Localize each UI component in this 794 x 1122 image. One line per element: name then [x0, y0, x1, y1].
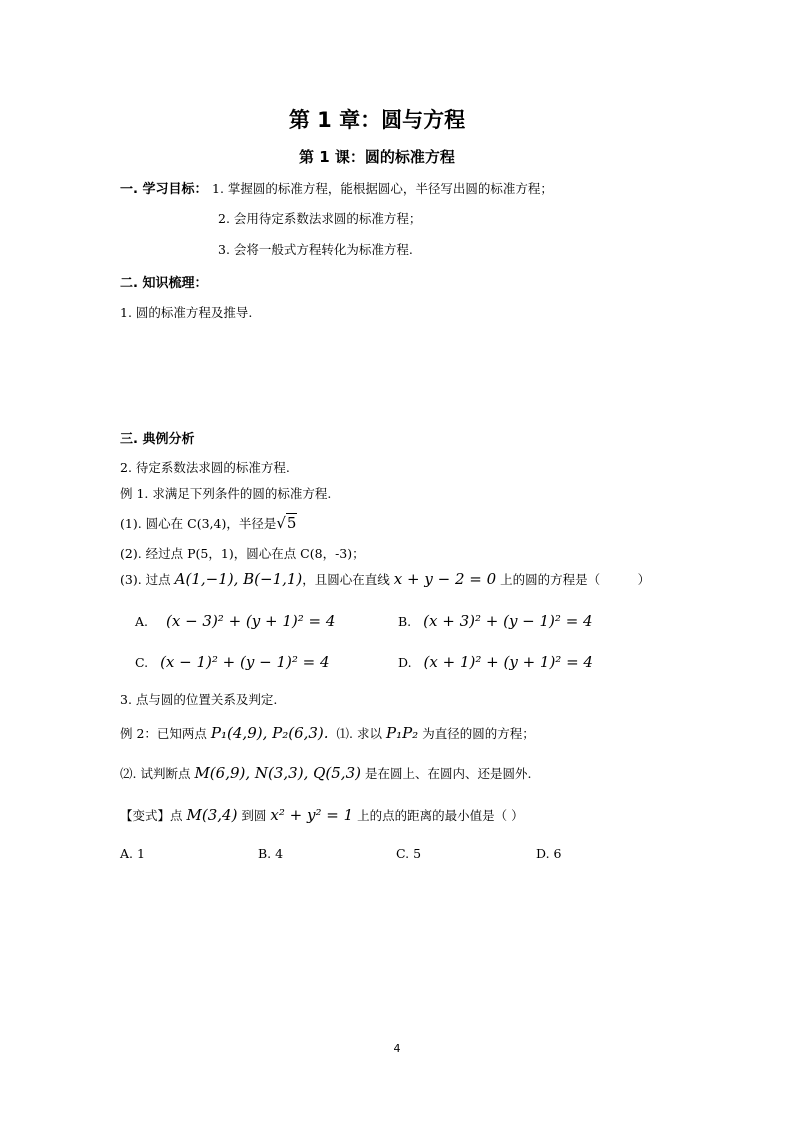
example-2-q1-suffix: 为直径的圆的方程； — [422, 726, 535, 741]
option-a — [135, 612, 335, 630]
sqrt-expression: √5 — [276, 514, 297, 532]
section-heading-goals: 一. 学习目标： — [120, 182, 208, 197]
option-c-equation: (x − 1)² + (y − 1)² = 4 — [160, 653, 330, 671]
example-2-line-2 — [120, 764, 531, 782]
part-3-points: A(1,−1), B(−1,1) — [174, 570, 303, 588]
example-1-part-2: (2). 经过点 P(5，1)，圆心在点 C(8，-3)； — [120, 546, 365, 561]
variant-mid: 到圆 — [241, 808, 267, 823]
example-2-segment: P₁P₂ — [385, 724, 419, 742]
option-d — [398, 653, 593, 671]
option-a-label: A. — [135, 614, 149, 629]
option-b — [398, 612, 593, 630]
variant-circle: x² + y² = 1 — [270, 806, 354, 824]
sqrt-radicand: 5 — [286, 514, 297, 532]
goal-item-3: 3. 会将一般式方程转化为标准方程. — [218, 242, 413, 257]
method-item-3: 3. 点与圆的位置关系及判定. — [120, 692, 278, 707]
example-1-prompt: 例 1. 求满足下列条件的圆的标准方程. — [120, 486, 332, 501]
example-2-q2-suffix: 是在圆上、在圆内、还是圆外. — [364, 766, 532, 781]
example-2-points: P₁(4,9), P₂(6,3). — [210, 724, 329, 742]
variant-option-b: B. 4 — [258, 846, 284, 861]
example-1-part-3 — [120, 570, 650, 588]
example-2-q1-prefix: ⑴. 求以 — [336, 726, 382, 741]
part-3-mid: ，且圆心在直线 — [302, 572, 390, 587]
option-d-equation: (x + 1)² + (y + 1)² = 4 — [423, 653, 593, 671]
option-b-equation: (x + 3)² + (y − 1)² = 4 — [423, 612, 593, 630]
option-b-label: B. — [398, 614, 412, 629]
part-1-text: (1). 圆心在 C(3,4)，半径是 — [120, 516, 277, 531]
variant-option-a: A. 1 — [120, 846, 145, 861]
example-2-q2-points: M(6,9), N(3,3), Q(5,3) — [194, 764, 361, 782]
section-heading-knowledge: 二. 知识梳理： — [120, 276, 208, 291]
variant-point: M(3,4) — [186, 806, 238, 824]
example-1-part-1 — [120, 514, 297, 532]
part-3-suffix: 上的圆的方程是（ ） — [500, 572, 651, 587]
goal-item-2: 2. 会用待定系数法求圆的标准方程； — [218, 211, 422, 226]
variant-prefix: 【变式】点 — [120, 808, 183, 823]
lesson-subtitle: 第 1 课：圆的标准方程 — [299, 148, 455, 166]
variant-suffix: 上的点的距离的最小值是（ ） — [357, 808, 524, 823]
part-3-prefix: (3). 过点 — [120, 572, 171, 587]
option-c-label: C. — [135, 655, 149, 670]
variant-question — [120, 806, 524, 824]
method-item-2: 2. 待定系数法求圆的标准方程. — [120, 460, 290, 475]
option-a-equation: (x − 3)² + (y + 1)² = 4 — [166, 612, 336, 630]
knowledge-item-1: 1. 圆的标准方程及推导. — [120, 305, 253, 320]
option-c — [135, 653, 330, 671]
goal-item-1: 1. 掌握圆的标准方程，能根据圆心，半径写出圆的标准方程； — [212, 181, 553, 196]
page-number: 4 — [393, 1042, 401, 1055]
variant-option-d: D. 6 — [536, 846, 562, 861]
section-heading-examples: 三. 典例分析 — [120, 432, 195, 447]
example-2-q2-prefix: ⑵. 试判断点 — [120, 766, 191, 781]
option-d-label: D. — [398, 655, 412, 670]
page-title: 第 1 章：圆与方程 — [288, 108, 466, 132]
part-3-line: x + y − 2 = 0 — [393, 570, 497, 588]
example-2-prefix: 例 2：已知两点 — [120, 726, 207, 741]
variant-option-c: C. 5 — [396, 846, 422, 861]
example-2-line-1 — [120, 724, 535, 742]
